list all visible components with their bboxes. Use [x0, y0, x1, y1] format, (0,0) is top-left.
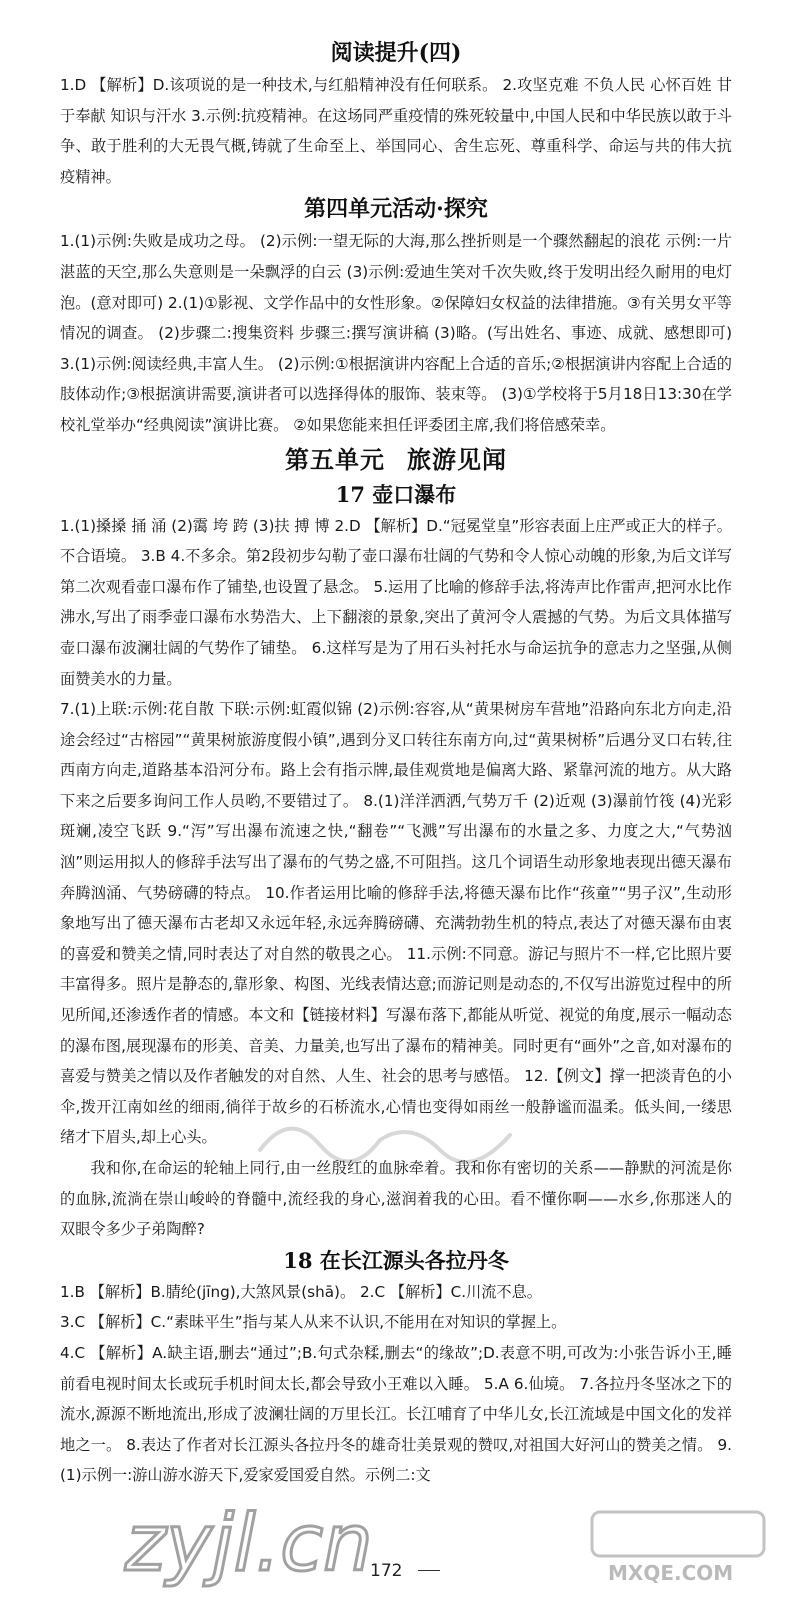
section-unit4-activity-answers: 1.(1)示例:失败是成功之母。 (2)示例:一望无际的大海,那么挫折则是一个骤然翻起的浪花 示例:一片湛蓝的天空,那么失意则是一朵飘浮的白云 (3)示例:爱迪生笑对千次失败,终于发明出经久耐用的电灯泡。(意对即可) 2.(1)①影视、文学作品中的女性形象。②保障妇女权益的法律措施。③有关男女平等情况的调查。 (2)步骤二:搜集资料 步骤三:撰写演讲稿 (3)略。(写出姓名、事迹、成就、感想即可) 3.(1)示例:阅读经典,丰富人生。 (2)示例:①根据演讲内容配上合适的音乐;②根据演讲内容配上合适的肢体动作;③根据演讲需要,演讲者可以选择得体的服饰、装束等。 (3)①学校将于5月18日13:30在学校礼堂举办“经典阅读”演讲比赛。 ②如果您能来担任评委团主席,我们将倍感荣幸。 — [60, 232, 732, 434]
page-footer — [0, 1556, 787, 1586]
lesson-17-heading: 17 壶口瀑布 — [335, 481, 457, 507]
lesson-18-answers-4-9: 4.C 【解析】A.缺主语,删去“通过”;B.句式杂糅,删去“的缘故”;D.表意不明,可改为:小张告诉小王,睡前看电视时间太长或玩手机时间太长,都会导致小王难以入睡。 5.A 6.仙境。 7.各拉丹冬坚冰之下的流水,源源不断地流出,形成了波澜壮阔的万里长江。长江哺育了中华儿女,长江流域是中国文化的发祥地之一。 8.表达了作者对长江源头各拉丹冬的雄奇壮美景观的赞叹,对祖国大好河山的赞美之情。 9.(1)示例一:游山游水游天下,爱家爱国爱自然。示例二:文 — [60, 1343, 732, 1485]
page-content — [60, 36, 732, 1491]
watermark-right-text: MXQE.COM — [608, 1561, 734, 1585]
page-number-dash — [418, 1570, 440, 1571]
section-reading-4-answers: 1.D 【解析】D.该项说的是一种技术,与红船精神没有任何联系。 2.攻坚克难 不负人民 心怀百姓 甘于奉献 知识与汗水 3.示例:抗疫精神。在这场同严重疫情的殊死较量中,中国人民和中华民族以敢于斗争、敢于胜利的大无畏气概,铸就了生命至上、举国同心、舍生忘死、尊重科学、命运与共的伟大抗疫精神。 — [60, 76, 732, 186]
lesson-17-answers-1-6: 1.(1)搡搡 捅 涌 (2)霭 垮 跨 (3)扶 搏 博 2.D 【解析】D.“冠冕堂皇”形容表面上庄严或正大的样子。不合语境。 3.B 4.不多余。第2段初步勾勒了壶口瀑布壮阔的气势和令人惊心动魄的形象,为后文详写第二次观看壶口瀑布作了铺垫,也设置了悬念。 5.运用了比喻的修辞手法,将涛声比作雷声,把河水比作沸水,写出了雨季壶口瀑布水势浩大、上下翻滚的景象,突出了黄河令人震撼的气势。为后文具体描写壶口瀑布波澜壮阔的气势作了铺垫。 6.这样写是为了用石头衬托水与命运抗争的意志力之坚强,从侧面赞美水的力量。 — [60, 516, 732, 688]
unit-5-title — [60, 441, 732, 479]
watermark-left-text: zyjl.cn — [125, 1499, 373, 1588]
unit-5-theme: 旅游见闻 — [407, 444, 507, 474]
page-number: 172 — [370, 1561, 403, 1581]
lesson-17-answers-7-12: 7.(1)上联:示例:花自散 下联:示例:虹霞似锦 (2)示例:容容,从“黄果树房车营地”沿路向东北方向走,沿途会经过“古榕园”“黄果树旅游度假小镇”,遇到分叉口转往东南方向,过“黄果树桥”后遇分叉口右转,往西南方向走,道路基本沿河分布。路上会有指示牌,最佳观赏地是偏离大路、紧靠河流的地方。从大路下来之后要多询问工作人员哟,不要错过了。 8.(1)洋洋洒洒,气势万千 (2)近观 (3)瀑前竹筏 (4)光彩斑斓,凌空飞跃 9.“泻”写出瀑布流速之快,“翻卷”“飞溅”写出瀑布的水量之多、力度之大,“气势汹汹”则运用拟人的修辞手法写出了瀑布的气势之盛,不可阻挡。这几个词语生动形象地表现出德天瀑布奔腾汹涌、气势磅礴的特点。 10.作者运用比喻的修辞手法,将德天瀑布比作“孩童”“男子汉”,生动形象地写出了德天瀑布古老却又永远年轻,永远奔腾磅礴、充满勃勃生机的特点,表达了对德天瀑布由衷的喜爱和赞美之情,同时表达了对自然的敬畏之心。 11.示例:不同意。游记与照片不一样,它比照片要丰富得多。照片是静态的,靠形象、构图、光线表情达意;而游记则是动态的,不仅写出游览过程中的所见所闻,还渗透作者的情感。本文和【链接材料】写瀑布落下,都能从听觉、视觉的角度,展示一幅动态的瀑布图,展现瀑布的形美、音美、力量美,也写出了瀑布的精神美。同时更有“画外”之音,如对瀑布的喜爱与赞美之情以及作者触发的对自然、人生、社会的思考与感悟。 12.【例文】撑一把淡青色的小伞,拨开江南如丝的细雨,徜徉于故乡的石桥流水,心情也变得如雨丝一般静谧而温柔。低头间,一缕思绪才下眉头,却上心头。 — [60, 700, 732, 1147]
lesson-17-example-essay: 我和你,在命运的轮轴上同行,由一丝殷红的血脉牵着。我和你有密切的关系——静默的河流是你的血脉,流淌在崇山峻岭的脊髓中,流经我的身心,滋润着我的心田。看不懂你啊——水乡,你那迷人的双眼令多少子弟陶醉? — [60, 1159, 732, 1239]
watermark-stroke-mid — [250, 1100, 550, 1170]
section-heading-unit4-activity: 第四单元活动·探究 — [304, 196, 488, 223]
lesson-18-heading: 18 在长江源头各拉丹冬 — [283, 1247, 509, 1273]
lesson-18-answer-3: 3.C 【解析】C.“素昧平生”指与某人从来不认识,不能用在对知识的掌握上。 — [60, 1313, 567, 1332]
section-heading-reading-4: 阅读提升(四) — [330, 40, 462, 66]
lesson-18-answers-1-2: 1.B 【解析】B.腈纶(jīng),大煞风景(shā)。 2.C 【解析】C.川流不息。 — [60, 1282, 542, 1301]
unit-5-number: 第五单元 — [285, 444, 385, 474]
